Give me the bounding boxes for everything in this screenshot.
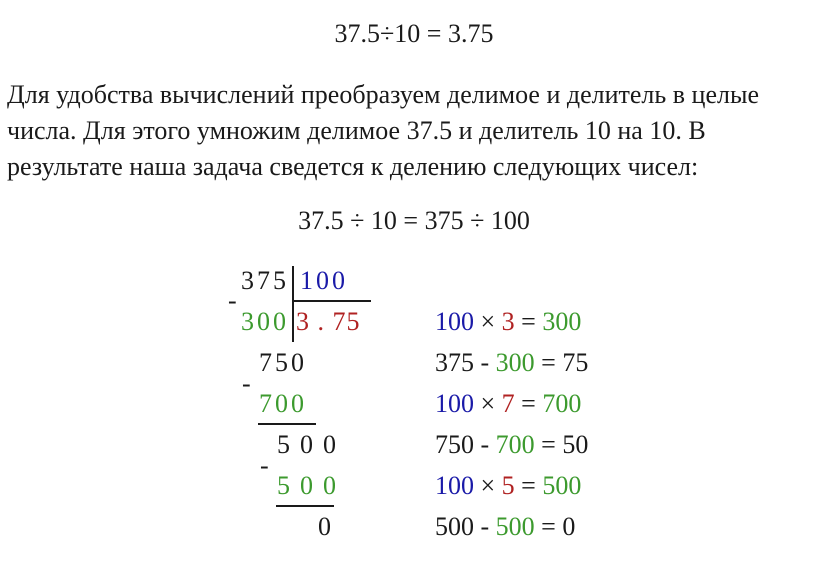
step-1-op: × [480,307,496,336]
quotient: 3 . 75 [296,307,361,336]
step-6-b: 500 [495,512,535,541]
step-row-1 [435,307,581,337]
explanation-line-1: Для удобства вычислений преобразуем делимое и делитель в целые [7,80,759,109]
step-5-r: 500 [542,471,582,500]
step-4-r: 50 [562,430,589,459]
dividend: 375 [241,266,289,295]
divisor: 100 [300,266,348,295]
step-6-eq: = [541,512,556,541]
minus-sign-1: - [228,286,237,315]
explanation-line-2: числа. Для этого умножим делимое 37.5 и делитель 10 на 10. В [7,116,706,145]
step-6-op: - [480,512,490,541]
step-2-op: - [480,348,490,377]
converted-equation: 37.5 ÷ 10 = 375 ÷ 100 [298,206,530,235]
step-2-eq: = [541,348,556,377]
explanation-line-3: результате наша задача сведется к делению следующих чисел: [7,152,699,181]
step-3-b: 7 [501,389,515,418]
subtrahend-1: 300 [241,307,289,336]
step-1-b: 3 [501,307,515,336]
underline-3 [276,505,334,507]
step-1-a: 100 [435,307,474,336]
step-5-b: 5 [501,471,515,500]
step-4-op: - [480,430,490,459]
step-5-op: × [480,471,496,500]
subtrahend-2: 700 [259,389,307,418]
problem-title: 37.5÷10 = 3.75 [334,19,494,48]
step-4-a: 750 [435,430,474,459]
step-row-4 [435,430,588,460]
step-2-a: 375 [435,348,474,377]
step-5-a: 100 [435,471,474,500]
explanation-paragraph [7,77,822,185]
step-3-a: 100 [435,389,474,418]
remainder-1: 750 [259,348,307,377]
step-5-eq: = [521,471,536,500]
underline-2 [258,423,316,425]
step-2-b: 300 [495,348,535,377]
step-3-eq: = [521,389,536,418]
step-row-2 [435,348,588,378]
step-1-eq: = [521,307,536,336]
step-4-b: 700 [495,430,535,459]
step-6-r: 0 [562,512,576,541]
minus-sign-2: - [242,369,251,398]
divisor-underline [292,300,371,302]
step-3-r: 700 [542,389,582,418]
step-row-6 [435,512,575,542]
step-row-3 [435,389,581,419]
final-remainder: 0 [318,512,331,541]
step-1-r: 300 [542,307,582,336]
step-4-eq: = [541,430,556,459]
step-row-5 [435,471,581,501]
remainder-2: 500 [277,430,346,459]
subtrahend-3: 500 [277,471,346,500]
minus-sign-3: - [260,451,269,480]
step-6-a: 500 [435,512,474,541]
division-bar-vertical [292,266,294,342]
step-2-r: 75 [562,348,589,377]
step-3-op: × [480,389,496,418]
